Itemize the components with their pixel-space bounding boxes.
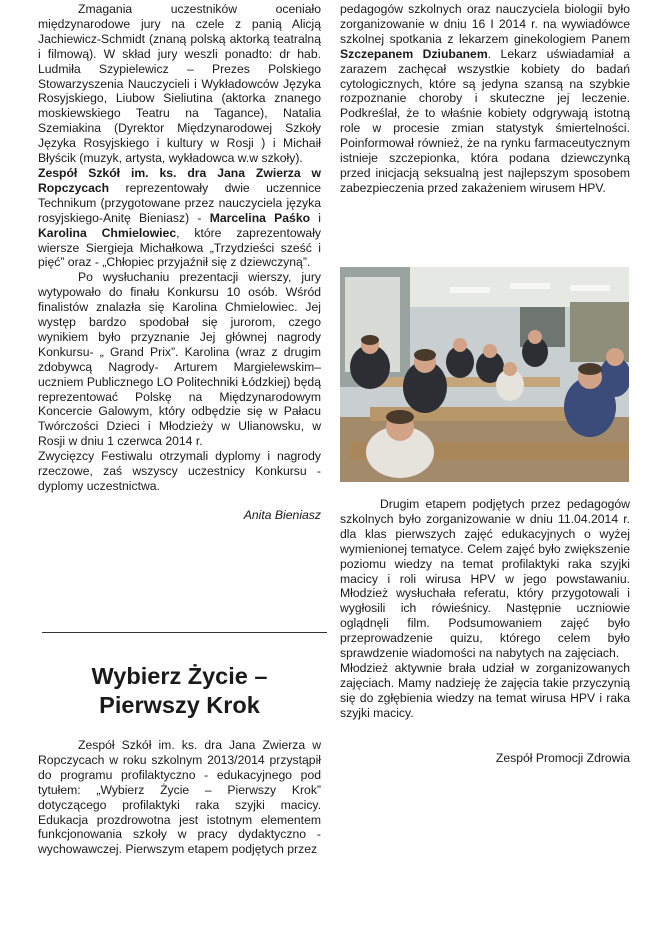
paragraph-second-stage: Drugim etapem podjętych przez pedagogów szkolnych było zorganizowanie w dniu 11.04.2014 r. dla klas pierwszych zajęć edukacyjnych o wyżej wymienionej tematyce. Celem zajęć było zwiększenie poziomu wiedzy na temat profilaktyki raka szyjki macicy i roli wirusa HPV w jego powstawaniu. Młodzież wysłuchała referatu, który przygotowali i wygłosili ich rówieśnicy. Następnie uczniowie oglądnęli film. Podsumowaniem zajęć było przeprowadzenie quizu, którego celem było sprawdzenie wiadomości na nabytych na zajęciach. bbox=[340, 497, 630, 661]
paragraph-jury: Zmagania uczestników oceniało międzynarodowe jury na czele z panią Alicją Jachiewicz-Schmidt (znaną polską aktorką teatralną i filmową). W skład jury weszli ponadto: dr hab. Ludmiła Szypielewicz – Prezes Polskiego Stowarzyszenia Nauczycieli i Wykładowców Języka Rosyjskiego, Liubow Sieliutina (aktorka znanego moskiewskiego Teatru na Tagance), Natalia Szemiakina (Dyrektor Międzynarodowej Szkoły Języka Rosyjskiego i kultury w Rosji ) i Michaił Błyścik (muzyk, artysta, wykładowca w.w szkoły). bbox=[38, 2, 321, 166]
doctor-name: Szczepanem Dziubanem bbox=[340, 46, 488, 61]
article-intro-column bbox=[38, 738, 321, 857]
article-title: Wybierz Życie – Pierwszy Krok bbox=[91, 663, 268, 718]
student-name-2: Karolina Chmielowiec bbox=[38, 225, 177, 240]
paragraph-program-intro: Zespół Szkół im. ks. dra Jana Zwierza w Ropczycach w roku szkolnym 2013/2014 przystąpił do programu profilaktyczno - edukacyjnego pod tytułem: „Wybierz Życie – Pierwszy Krok” dotyczącego profilaktyki raka szyjki macicy. Edukacja prozdrowotna jest istotnym elementem funkcjonowania szkoły w pracy dydaktyczno - wychowawczej. Pierwszym etapem podjętych przez bbox=[38, 738, 321, 857]
left-column bbox=[38, 2, 321, 523]
team-signature: Zespół Promocji Zdrowia bbox=[495, 750, 630, 765]
paragraph-diplomas: Zwycięzcy Festiwalu otrzymali dyplomy i nagrody rzeczowe, zaś wszyscy uczestnicy Konkursu - dyplomy uczestnictwa. bbox=[38, 449, 321, 493]
section-divider bbox=[42, 632, 327, 633]
student-name-1: Marcelina Paśko bbox=[209, 210, 311, 225]
classroom-photo bbox=[340, 267, 629, 482]
paragraph-participation: Młodzież aktywnie brała udział w zorganizowanych zajęciach. Mamy nadzieję że zajęcia takie przyczynią się do zgłębienia wiedzy na temat wirusa HPV i raka szyjki macicy. bbox=[340, 660, 630, 720]
author-signature: Anita Bieniasz bbox=[243, 507, 321, 522]
right-column bbox=[340, 2, 630, 196]
school-name: Zespół Szkół im. ks. dra Jana Zwierza w Ropczycach bbox=[38, 165, 321, 195]
classroom-illustration bbox=[340, 267, 629, 482]
right-column-lower bbox=[340, 497, 630, 766]
paragraph-doctor-meeting: pedagogów szkolnych oraz nauczyciela biologii było zorganizowanie w dniu 16 I 2014 r. na wywiadówce szkolnej spotkania z lekarzem ginekologiem Panem Szczepanem Dziubanem. Lekarz uświadamiał a zarazem zachęcał wszystkie kobiety do badań cytologicznych, które są jedyna szansą na szybkie rozpoznanie choroby i skuteczne jej leczenie. Podkreślał, że to właśnie kobiety odgrywają istotną role w procesie zmian statystyk śmiertelności. Poinformował również, że na rynku farmaceutycznym istnieje szczepionka, która podana dziewczynką przed inicjacją seksualną jest najlepszym sposobem zabezpieczenia przed zakażeniem wirusem HPV. bbox=[340, 2, 630, 195]
paragraph-school-representation: Zespół Szkół im. ks. dra Jana Zwierza w Ropczycach reprezentowały dwie uczennice Technikum (przygotowane przez nauczyciela języka rosyjskiego-Anitę Bieniasz) - Marcelina Paśko i Karolina Chmielowiec, które zaprezentowały wiersze Siergieja Michałkowa „Trzydzieści sześć i pięć” oraz - „Chłopiec przyjaźnił się z dziewczyną”. bbox=[38, 165, 322, 270]
paragraph-finals: Po wysłuchaniu prezentacji wierszy, jury wytypowało do finału Konkursu 10 osób. Wśród finalistów znalazła się Karolina Chmielowiec. Jej występ bardzo spodobał się jurorom, czego wynikiem było przyznanie Jej głównej nagrody Konkursu- „ Grand Prix”. Karolina (wraz z drugim zdobywcą Nagrody- Arturem Margielewskim– uczniem Publicznego LO Politechniki Łódzkiej) będą reprezentować Polskę na Międzynarodowym Koncercie Galowym, który odbędzie się w Pałacu Twórczości Dzieci i Młodzieży w Ulianowsku, w Rosji w dniu 1 czerwca 2014 r. bbox=[38, 270, 321, 449]
